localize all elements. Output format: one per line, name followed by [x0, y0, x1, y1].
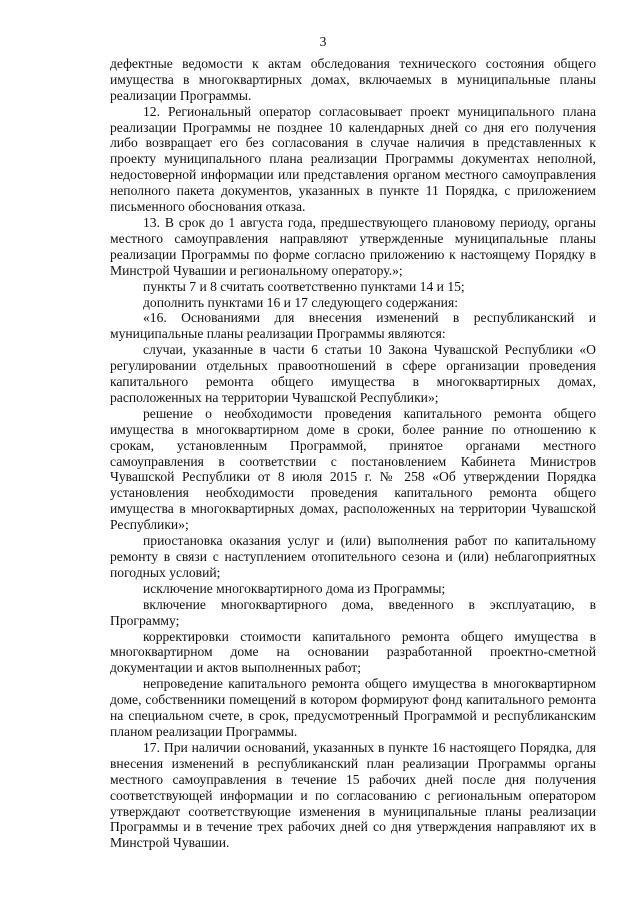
paragraph-1: дефектные ведомости к актам обследования технического состояния общего имущества в многоквартирных домах, включаемых в муниципальные планы реализации Программы.	[110, 55, 596, 103]
paragraph-4: пункты 7 и 8 считать соответственно пунктами 14 и 15;	[143, 278, 465, 294]
paragraph-11: включение многоквартирного дома, введенного в эксплуатацию, в Программу;	[110, 596, 596, 628]
paragraph-9: приостановка оказания услуг и (или) выполнения работ по капитальному ремонту в связи с наступлением отопительного сезона и (или) неблагоприятных погодных условий;	[110, 533, 596, 580]
paragraph-12: корректировки стоимости капитального ремонта общего имущества в многоквартирном доме на основании разработанной проектно-сметной документации и актов выполненных работ;	[110, 628, 596, 676]
paragraph-7: случаи, указанные в части 6 статьи 10 Закона Чувашской Республики «О регулировании отдельных правоотношений в сфере организации проведения капитального ремонта общего имущества в многоквартирных домах, расположенных на территории Чувашской Республики»;	[110, 342, 596, 405]
document-page	[110, 34, 596, 851]
paragraph-3: 13. В срок до 1 августа года, предшествующего плановому периоду, органы местного самоуправления направляют утвержденные муниципальные планы реализации Программы по форме согласно приложению к настоящему Порядку в Минстрой Чувашии и региональному оператору.»;	[110, 214, 596, 278]
paragraph-10: исключение многоквартирного дома из Программы;	[143, 580, 446, 596]
paragraph-14: 17. При наличии оснований, указанных в пункте 16 настоящего Порядка, для внесения изменений в республиканский план реализации Программы органы местного самоуправления в течение 15 рабочих дней после дня получения соответствующей информации и по согласованию с региональным оператором утверждают соответствующие изменения в муниципальные планы реализации Программы и в течение трех рабочих дней со дня утверждения направляют их в Минстрой Чувашии.	[110, 739, 596, 851]
page-number: 3	[319, 34, 327, 49]
paragraph-5: дополнить пунктами 16 и 17 следующего содержания:	[143, 294, 458, 310]
paragraph-2: 12. Региональный оператор согласовывает проект муниципального плана реализации Программы не позднее 10 календарных дней со дня его получения либо возвращает его без согласования в случае наличия в представленных к проекту муниципального плана реализации Программы документах неполной, недостоверной информации или представления органом местного самоуправления неполного пакета документов, указанных в пункте 11 Порядка, с приложением письменного обоснования отказа.	[110, 103, 596, 215]
paragraph-8: решение о необходимости проведения капитального ремонта общего имущества в многоквартирном доме в сроки, более ранние по отношению к срокам, установленным Программой, принятое органами местного самоуправления в соответствии с постановлением Кабинета Министров Чувашской Республики от 8 июля 2015 г. № 258 «Об утверждении Порядка установления необходимости проведения капитального ремонта общего имущества в многоквартирных домах, расположенных на территории Чувашской Республики»;	[110, 405, 596, 533]
paragraph-13: непроведение капитального ремонта общего имущества в многоквартирном доме, собственники помещений в котором формируют фонд капитального ремонта на специальном счете, в срок, предусмотренный Программой и республиканским планом реализации Программы.	[110, 676, 596, 739]
paragraph-6: «16. Основаниями для внесения изменений в республиканский и муниципальные планы реализации Программы являются:	[110, 310, 596, 342]
